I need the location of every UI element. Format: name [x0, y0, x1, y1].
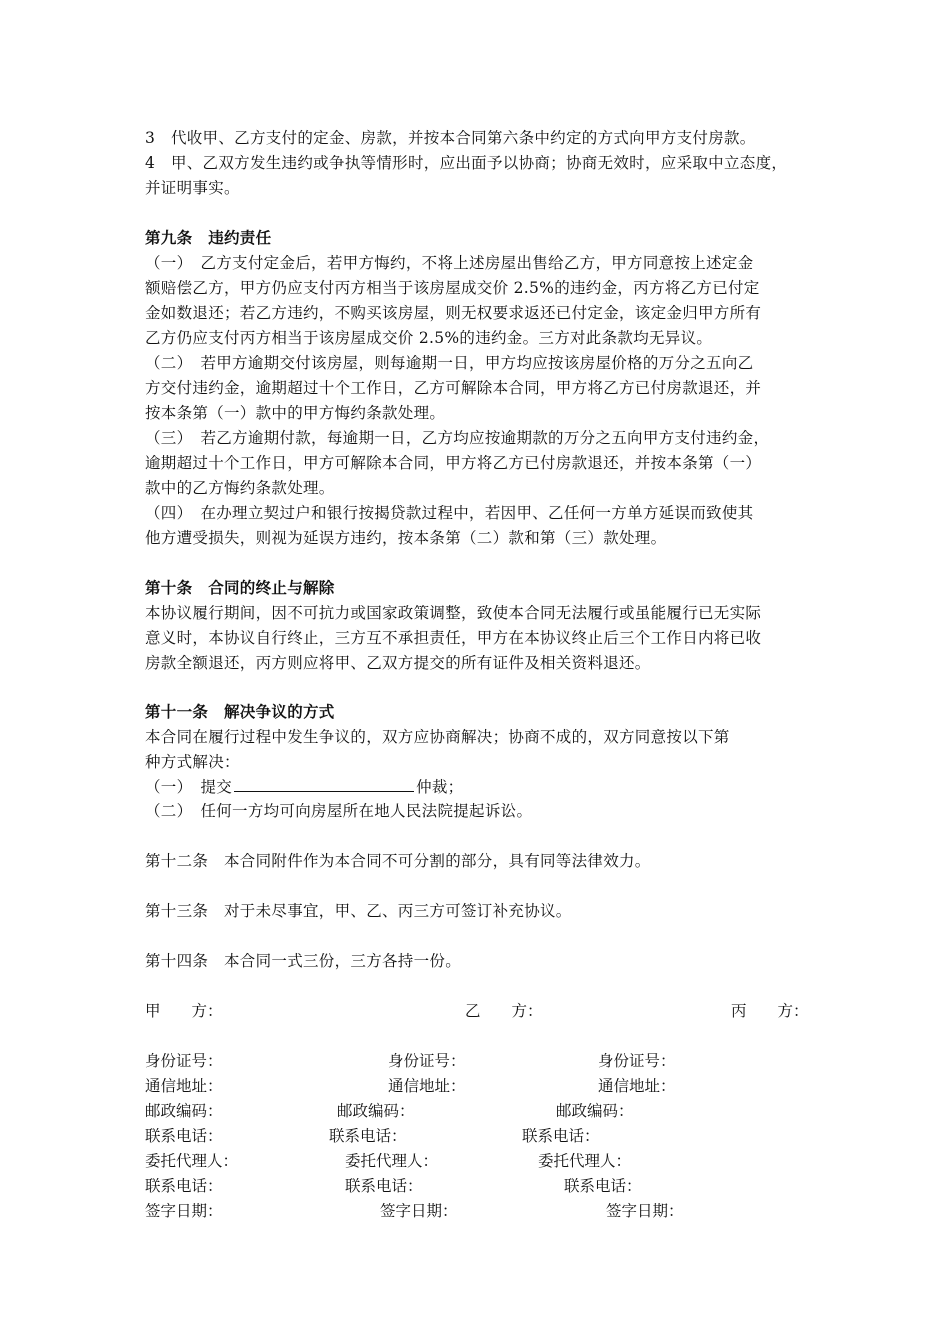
sig-field-c: 邮政编码：	[556, 1102, 634, 1120]
art9-line: （一） 乙方支付定金后，若甲方悔约，不将上述房屋出售给乙方，甲方同意按上述定金	[145, 254, 754, 272]
sig-field-b: 签字日期：	[380, 1202, 458, 1220]
art11-line: 种方式解决：	[145, 753, 240, 771]
art9-line: （二） 若甲方逾期交付该房屋，则每逾期一日，甲方均应按该房屋价格的万分之五向乙	[145, 354, 754, 372]
party-c-label: 丙 方：	[731, 1002, 809, 1020]
sig-field-a: 身份证号：	[145, 1052, 223, 1070]
art9-line: 金如数退还；若乙方违约，不购买该房屋，则无权要求返还已付定金，该定金归甲方所有	[145, 304, 762, 322]
sig-field-c: 身份证号：	[598, 1052, 676, 1070]
sig-field-b: 身份证号：	[388, 1052, 466, 1070]
sig-field-a: 联系电话：	[145, 1177, 223, 1195]
arbitration-blank-field[interactable]	[234, 776, 414, 792]
sig-field-c: 委托代理人：	[538, 1152, 632, 1170]
sig-field-b: 通信地址：	[388, 1077, 466, 1095]
article-12: 第十二条 本合同附件作为本合同不可分割的部分，具有同等法律效力。	[145, 852, 651, 870]
sig-field-a: 委托代理人：	[145, 1152, 239, 1170]
art9-line: 逾期超过十个工作日，甲方可解除本合同，甲方将乙方已付房款退还，并按本条第（一）	[145, 454, 762, 472]
article-13: 第十三条 对于未尽事宜，甲、乙、丙三方可签订补充协议。	[145, 902, 572, 920]
sig-field-b: 联系电话：	[329, 1127, 407, 1145]
art10-line: 房款全额退还，丙方则应将甲、乙双方提交的所有证件及相关资料退还。	[145, 654, 651, 672]
sig-field-a: 邮政编码：	[145, 1102, 223, 1120]
art9-line: 方交付违约金，逾期超过十个工作日，乙方可解除本合同，甲方将乙方已付房款退还，并	[145, 379, 762, 397]
article-14: 第十四条 本合同一式三份，三方各持一份。	[145, 952, 462, 970]
sig-field-b: 委托代理人：	[345, 1152, 439, 1170]
sig-field-b: 联系电话：	[345, 1177, 423, 1195]
arbitration-option: （一） 提交 仲裁；	[145, 778, 464, 796]
art9-line: 款中的乙方悔约条款处理。	[145, 479, 335, 497]
party-a-label: 甲 方：	[145, 1002, 223, 1020]
clause-line: 4 甲、乙双方发生违约或争执等情形时，应出面予以协商；协商无效时，应采取中立态度，	[145, 154, 788, 172]
art9-line: 他方遭受损失，则视为延误方违约，按本条第（二）款和第（三）款处理。	[145, 529, 667, 547]
sig-field-b: 邮政编码：	[337, 1102, 415, 1120]
article-9-heading: 第九条 违约责任	[145, 228, 272, 247]
sig-field-c: 签字日期：	[606, 1202, 684, 1220]
article-11-heading: 第十一条 解决争议的方式	[145, 702, 335, 721]
clause-line: 并证明事实。	[145, 179, 240, 197]
art9-line: （三） 若乙方逾期付款，每逾期一日，乙方均应按逾期款的万分之五向甲方支付违约金，	[145, 429, 770, 447]
clause-line: 3 代收甲、乙方支付的定金、房款，并按本合同第六条中约定的方式向甲方支付房款。	[145, 129, 756, 147]
art10-line: 本协议履行期间，因不可抗力或国家政策调整，致使本合同无法履行或虽能履行已无实际	[145, 604, 762, 622]
party-b-label: 乙 方：	[465, 1002, 543, 1020]
sig-field-a: 联系电话：	[145, 1127, 223, 1145]
sig-field-c: 联系电话：	[522, 1127, 600, 1145]
art10-line: 意义时，本协议自行终止，三方互不承担责任，甲方在本协议终止后三个工作日内将已收	[145, 629, 762, 647]
litigation-option: （二） 任何一方均可向房屋所在地人民法院提起诉讼。	[145, 802, 533, 820]
article-10-heading: 第十条 合同的终止与解除	[145, 578, 335, 597]
art9-line: 乙方仍应支付丙方相当于该房屋成交价 2.5%的违约金。三方对此条款均无异议。	[145, 329, 713, 347]
sig-field-a: 通信地址：	[145, 1077, 223, 1095]
art9-line: （四） 在办理立契过户和银行按揭贷款过程中，若因甲、乙任何一方单方延误而致使其	[145, 504, 754, 522]
sig-field-a: 签字日期：	[145, 1202, 223, 1220]
art11-line: 本合同在履行过程中发生争议的，双方应协商解决；协商不成的，双方同意按以下第	[145, 728, 730, 746]
art9-line: 按本条第（一）款中的甲方悔约条款处理。	[145, 404, 446, 422]
art9-line: 额赔偿乙方，甲方仍应支付丙方相当于该房屋成交价 2.5%的违约金，丙方将乙方已付定	[145, 279, 760, 297]
sig-field-c: 联系电话：	[564, 1177, 642, 1195]
sig-field-c: 通信地址：	[598, 1077, 676, 1095]
